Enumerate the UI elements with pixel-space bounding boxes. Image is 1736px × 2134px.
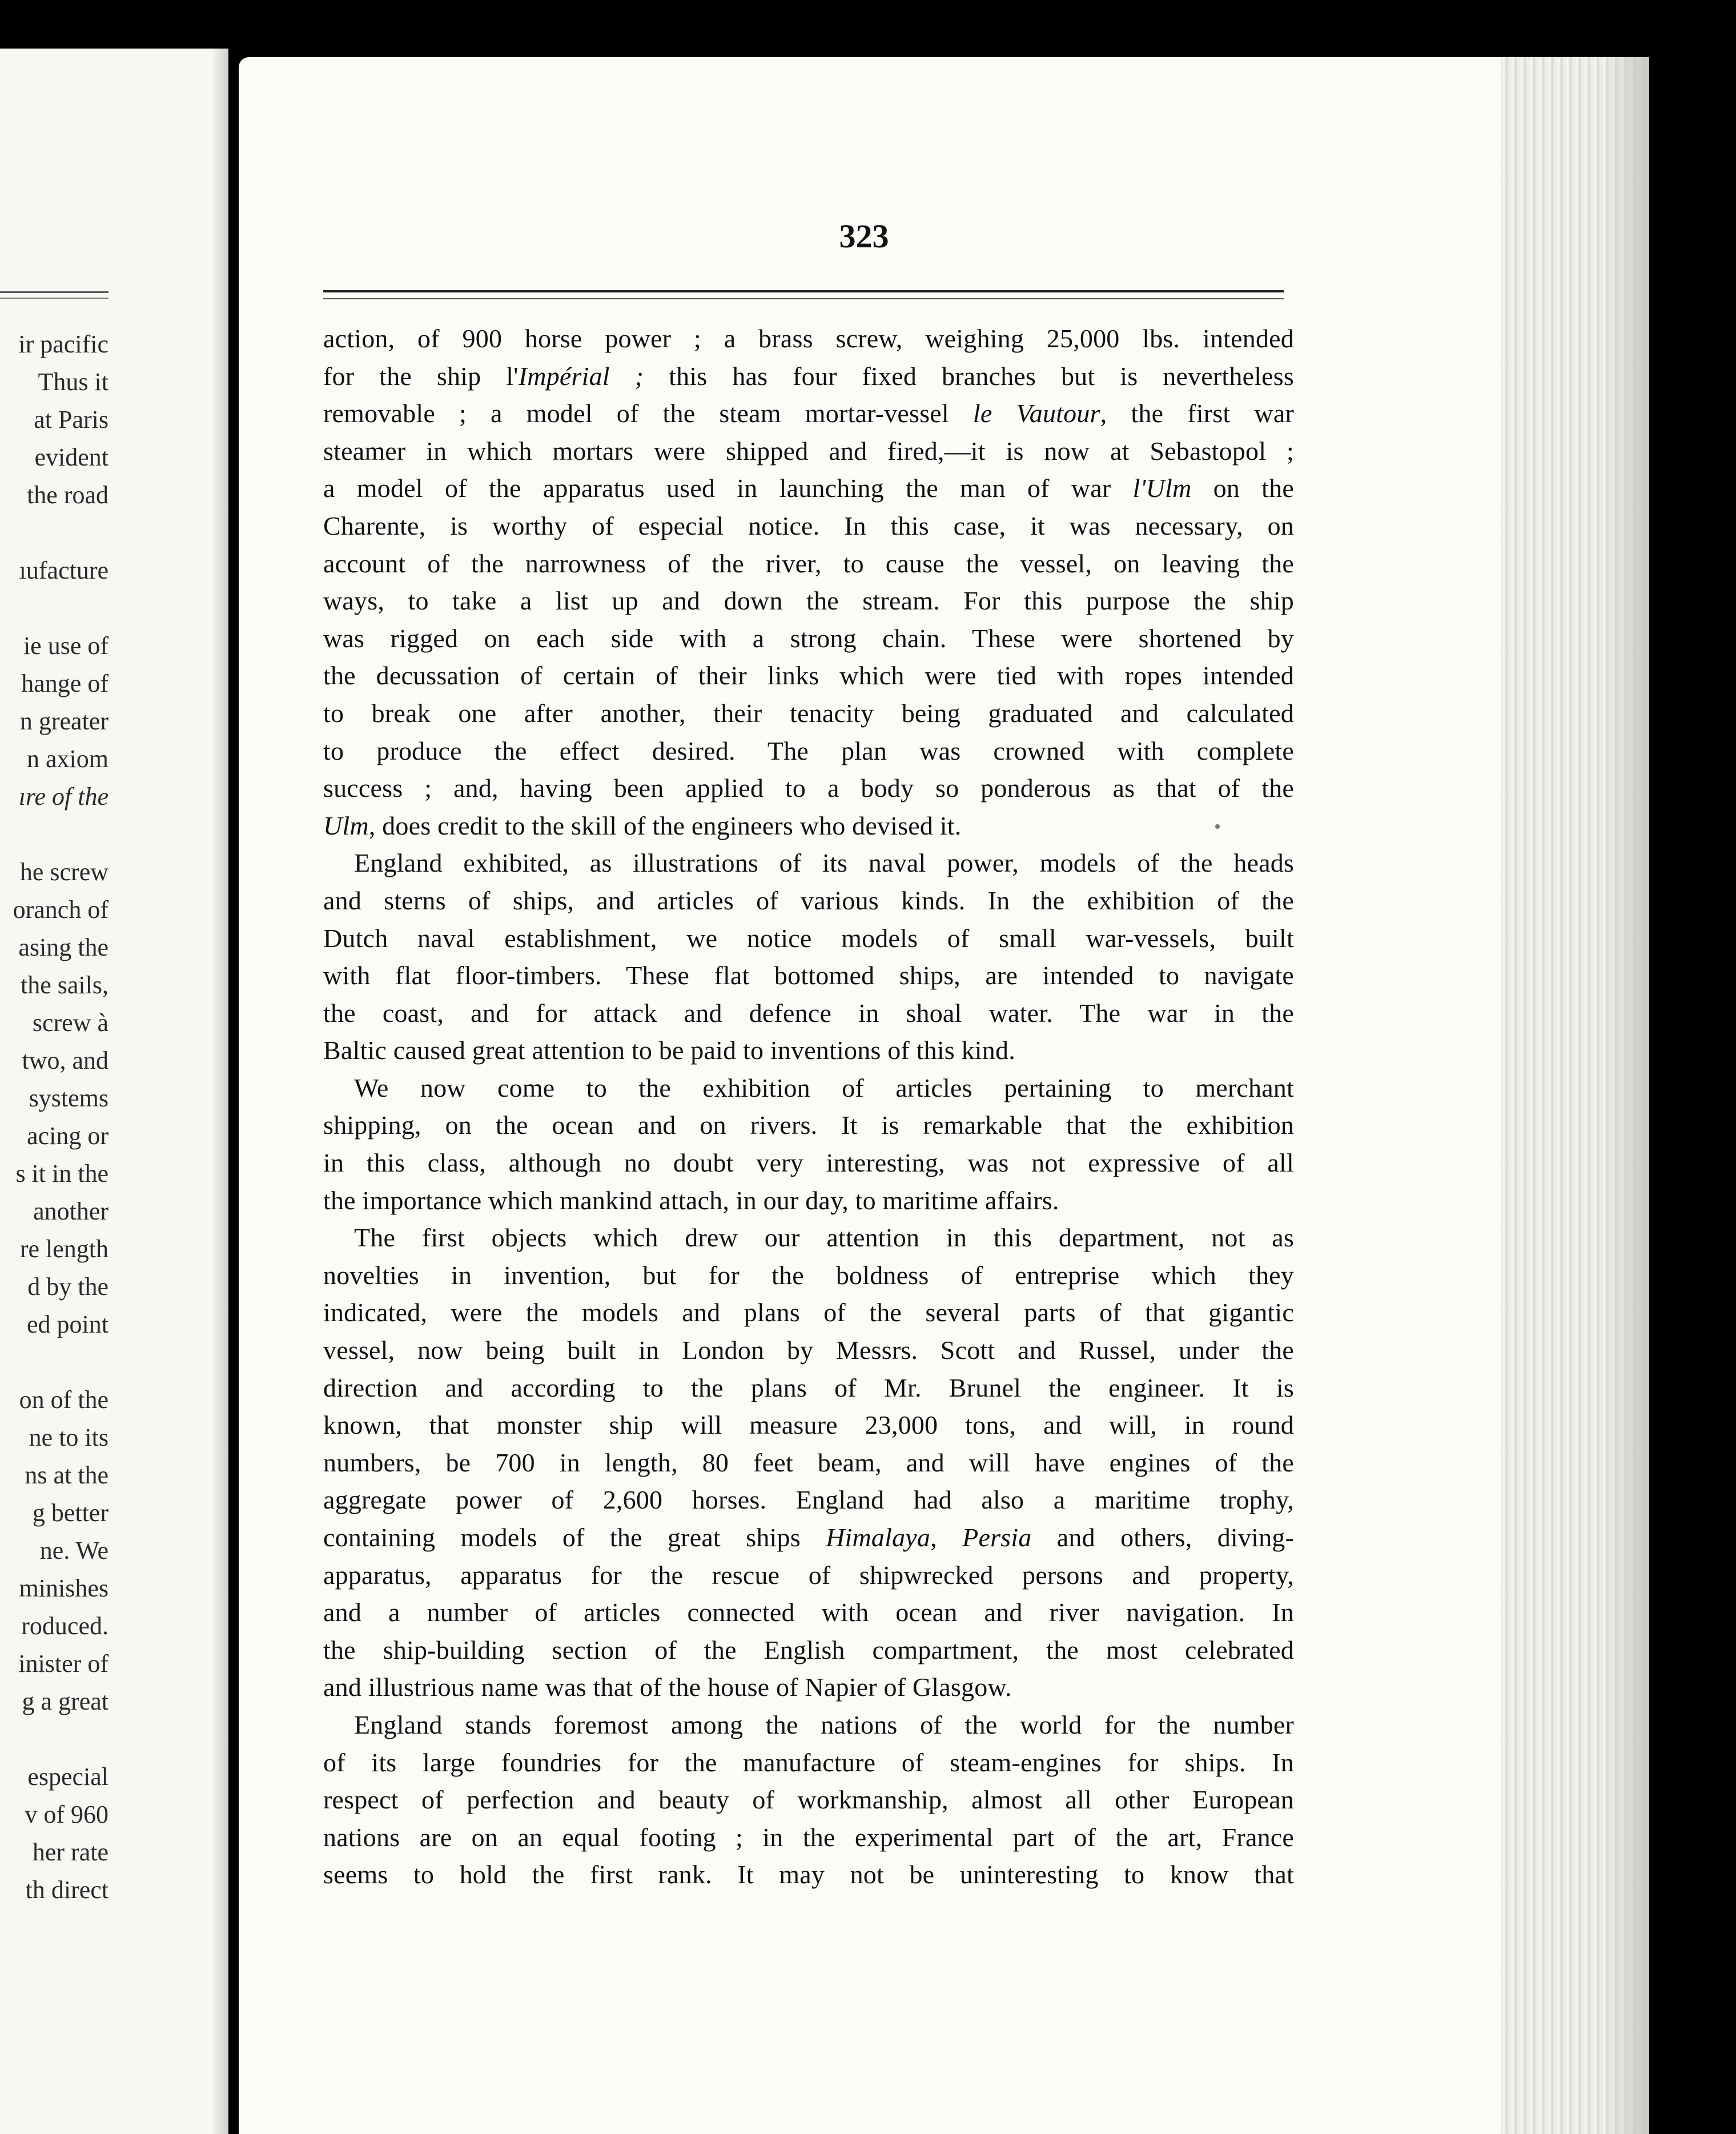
text-segment: removable ; a model of the steam mortar-vessel: [323, 399, 973, 428]
text-segment: We now come to the exhibition of articles pertaining to merchant: [354, 1073, 1294, 1102]
text-segment: The first objects which drew our attention in this department, not as: [354, 1223, 1294, 1253]
text-line: [323, 807, 1294, 845]
header-rule: [323, 290, 1284, 299]
right-page: [239, 57, 1649, 2134]
text-segment: aggregate power of 2,600 horses. England had also a maritime trophy,: [323, 1485, 1294, 1515]
left-page-line: another: [33, 1197, 108, 1225]
text-segment: numbers, be 700 in length, 80 feet beam, and will have engines of the: [323, 1447, 1294, 1477]
text-line: [323, 545, 1294, 583]
left-page-line: asing the: [18, 933, 108, 961]
text-segment: and illustrious name was that of the house of Napier of Glasgow.: [323, 1672, 1012, 1702]
text-segment: indicated, were the models and plans of the several parts of that gigantic: [323, 1298, 1294, 1327]
text-line: [323, 1219, 1294, 1257]
text-line: [323, 732, 1294, 770]
left-page-line: on of the: [19, 1386, 108, 1414]
text-segment: was rigged on each side with a strong chain. These were shortened by: [323, 623, 1294, 653]
text-line: [323, 1106, 1294, 1144]
text-segment: action, of 900 horse power ; a brass screw, weighing 25,000 lbs. intended: [323, 324, 1294, 353]
text-line: [323, 1706, 1294, 1744]
text-segment: Charente, is worthy of especial notice. In this case, it was necessary, on: [323, 511, 1294, 540]
body-text: [323, 320, 1294, 1894]
text-segment: nations are on an equal footing ; in the experimental part of the art, France: [323, 1822, 1294, 1852]
left-page-line: g a great: [22, 1687, 108, 1715]
text-segment: the decussation of certain of their links which were tied with ropes intended: [323, 661, 1294, 691]
text-segment: England stands foremost among the nations of the world for the number: [354, 1710, 1294, 1739]
italic-text-segment: l'Ulm: [1132, 474, 1192, 503]
text-line: [323, 1369, 1294, 1407]
text-segment: with flat floor-timbers. These flat bottomed ships, are intended to navigate: [323, 961, 1294, 990]
text-line: [323, 920, 1294, 957]
text-segment: and a number of articles connected with ocean and river navigation. In: [323, 1598, 1294, 1627]
page-edge-shade: [1604, 57, 1649, 2134]
text-line: [323, 358, 1294, 395]
text-line: [323, 507, 1294, 545]
text-segment: to produce the effect desired. The plan was crowned with complete: [323, 736, 1294, 765]
text-line: [323, 432, 1294, 470]
left-page-line: s it in the: [15, 1160, 108, 1188]
text-line: [323, 1781, 1294, 1819]
text-line: [323, 1557, 1294, 1594]
left-page-line: n axiom: [27, 745, 108, 773]
text-segment: ways, to take a list up and down the stream. For this purpose the ship: [323, 586, 1294, 616]
text-segment: direction and according to the plans of Mr. Brunel the engineer. It is: [323, 1373, 1294, 1402]
text-line: [323, 844, 1294, 882]
left-page-line: two, and: [22, 1046, 108, 1074]
left-page-line: ıre of the: [18, 783, 108, 811]
italic-text-segment: Impérial ;: [518, 361, 644, 391]
left-header-rule: [0, 291, 108, 299]
italic-text-segment: Himalaya: [826, 1523, 931, 1552]
text-line: [323, 1668, 1294, 1706]
text-segment: a model of the apparatus used in launching the man of war: [323, 474, 1133, 503]
left-page-line: inister of: [18, 1650, 108, 1678]
text-segment: apparatus, apparatus for the rescue of shipwrecked persons and property,: [323, 1560, 1294, 1590]
text-line: [323, 1069, 1294, 1107]
left-page-line: ir pacific: [18, 330, 108, 358]
text-line: [323, 1182, 1294, 1220]
text-line: [323, 1294, 1294, 1331]
text-line: [323, 1331, 1294, 1369]
text-segment: , does credit to the skill of the engineers who devised it.: [368, 811, 962, 840]
left-page-line: th direct: [25, 1876, 108, 1904]
left-page-fragment: [0, 49, 228, 2134]
text-segment: seems to hold the first rank. It may not be uninteresting to know that: [323, 1860, 1294, 1890]
text-line: [323, 657, 1294, 695]
text-line: [323, 1744, 1294, 1782]
left-page-line: [13, 1343, 108, 1381]
text-segment: Baltic caused great attention to be paid to inventions of this kind.: [323, 1036, 1015, 1065]
left-page-line: ıufacture: [19, 556, 108, 584]
text-line: [323, 1144, 1294, 1182]
text-line: [323, 1481, 1294, 1519]
text-segment: for the ship l': [323, 361, 519, 391]
text-segment: Dutch naval establishment, we notice models of small war-vessels, built: [323, 923, 1294, 953]
left-page-line: n greater: [19, 707, 108, 735]
left-page-text: [13, 326, 108, 1909]
left-page-line: ne to its: [29, 1423, 108, 1451]
left-page-line: hange of: [21, 669, 108, 697]
left-page-line: her rate: [32, 1838, 108, 1866]
left-page-line: v of 960: [25, 1800, 108, 1828]
left-page-line: roduced.: [21, 1612, 108, 1640]
left-page-line: especial: [27, 1763, 108, 1791]
text-line: [323, 1519, 1294, 1557]
text-segment: , the first war: [1100, 399, 1294, 428]
text-line: [323, 620, 1294, 657]
text-segment: the importance which mankind attach, in our day, to maritime affairs.: [323, 1185, 1059, 1215]
text-line: [323, 1631, 1294, 1669]
text-segment: of its large foundries for the manufacture of steam-engines for ships. In: [323, 1747, 1294, 1777]
text-segment: in this class, although no doubt very interesting, was not expressive of all: [323, 1148, 1294, 1178]
text-line: [323, 1594, 1294, 1631]
left-page-line: d by the: [27, 1273, 108, 1301]
text-segment: and others, diving-: [1031, 1523, 1294, 1552]
text-segment: the ship-building section of the English compartment, the most celebrated: [323, 1635, 1294, 1664]
text-line: [323, 1444, 1294, 1482]
left-page-line: minishes: [19, 1574, 108, 1602]
text-segment: and sterns of ships, and articles of various kinds. In the exhibition of the: [323, 885, 1294, 915]
text-line: [323, 1257, 1294, 1294]
left-page-line: ie use of: [23, 632, 108, 660]
text-line: [323, 1819, 1294, 1856]
left-page-line: re length: [19, 1235, 108, 1263]
text-line: [323, 1032, 1294, 1069]
text-segment: steamer in which mortars were shipped and fired,—it is now at Sebastopol ;: [323, 436, 1294, 466]
text-line: [323, 582, 1294, 620]
text-segment: account of the narrowness of the river, to cause the vessel, on leaving the: [323, 548, 1294, 578]
text-line: [323, 470, 1294, 507]
text-segment: ,: [930, 1523, 963, 1552]
text-segment: shipping, on the ocean and on rivers. It is remarkable that the exhibition: [323, 1110, 1294, 1140]
text-line: [323, 1406, 1294, 1444]
italic-text-segment: Persia: [962, 1523, 1032, 1552]
text-segment: known, that monster ship will measure 23,000 tons, and will, in round: [323, 1410, 1294, 1440]
text-segment: vessel, now being built in London by Messrs. Scott and Russel, under the: [323, 1335, 1294, 1365]
gutter-shadow: [212, 49, 228, 2134]
text-segment: England exhibited, as illustrations of its naval power, models of the heads: [354, 848, 1294, 878]
text-line: [323, 395, 1294, 432]
left-page-line: [13, 816, 108, 853]
left-page-line: at Paris: [34, 406, 108, 434]
left-page-line: acing or: [27, 1122, 108, 1150]
text-segment: the coast, and for attack and defence in shoal water. The war in the: [323, 998, 1294, 1028]
italic-text-segment: le Vautour: [973, 399, 1100, 428]
left-page-line: evident: [34, 443, 108, 471]
text-segment: to break one after another, their tenacity being graduated and calculated: [323, 698, 1294, 728]
left-page-line: the road: [27, 481, 108, 509]
text-line: [323, 994, 1294, 1032]
text-line: [323, 320, 1294, 358]
left-page-line: g better: [32, 1499, 108, 1527]
text-segment: on the: [1191, 474, 1294, 503]
left-page-line: ns at the: [25, 1461, 108, 1489]
ink-speck: [1215, 824, 1220, 829]
text-line: [323, 957, 1294, 994]
text-segment: respect of perfection and beauty of workmanship, almost all other European: [323, 1785, 1294, 1815]
text-line: [323, 695, 1294, 732]
text-line: [323, 1856, 1294, 1894]
text-segment: novelties in invention, but for the boldness of entreprise which they: [323, 1260, 1294, 1290]
left-page-line: [13, 589, 108, 627]
left-page-line: Thus it: [38, 368, 108, 396]
text-segment: containing models of the great ships: [323, 1523, 826, 1552]
left-page-line: [13, 514, 108, 552]
page-number: 323: [839, 218, 889, 255]
left-page-line: screw à: [32, 1009, 108, 1037]
left-page-line: oranch of: [13, 896, 108, 924]
italic-text-segment: Ulm: [323, 811, 369, 840]
text-segment: this has four fixed branches but is nevertheless: [644, 361, 1294, 391]
left-page-line: ne. We: [39, 1537, 108, 1565]
left-page-line: ed point: [27, 1310, 108, 1338]
text-segment: success ; and, having been applied to a body so ponderous as that of the: [323, 773, 1294, 803]
text-line: [323, 882, 1294, 920]
left-page-line: the sails,: [21, 971, 108, 999]
text-line: [323, 769, 1294, 807]
left-page-line: [13, 1720, 108, 1758]
left-page-line: systems: [29, 1084, 108, 1112]
left-page-line: he screw: [19, 858, 108, 886]
